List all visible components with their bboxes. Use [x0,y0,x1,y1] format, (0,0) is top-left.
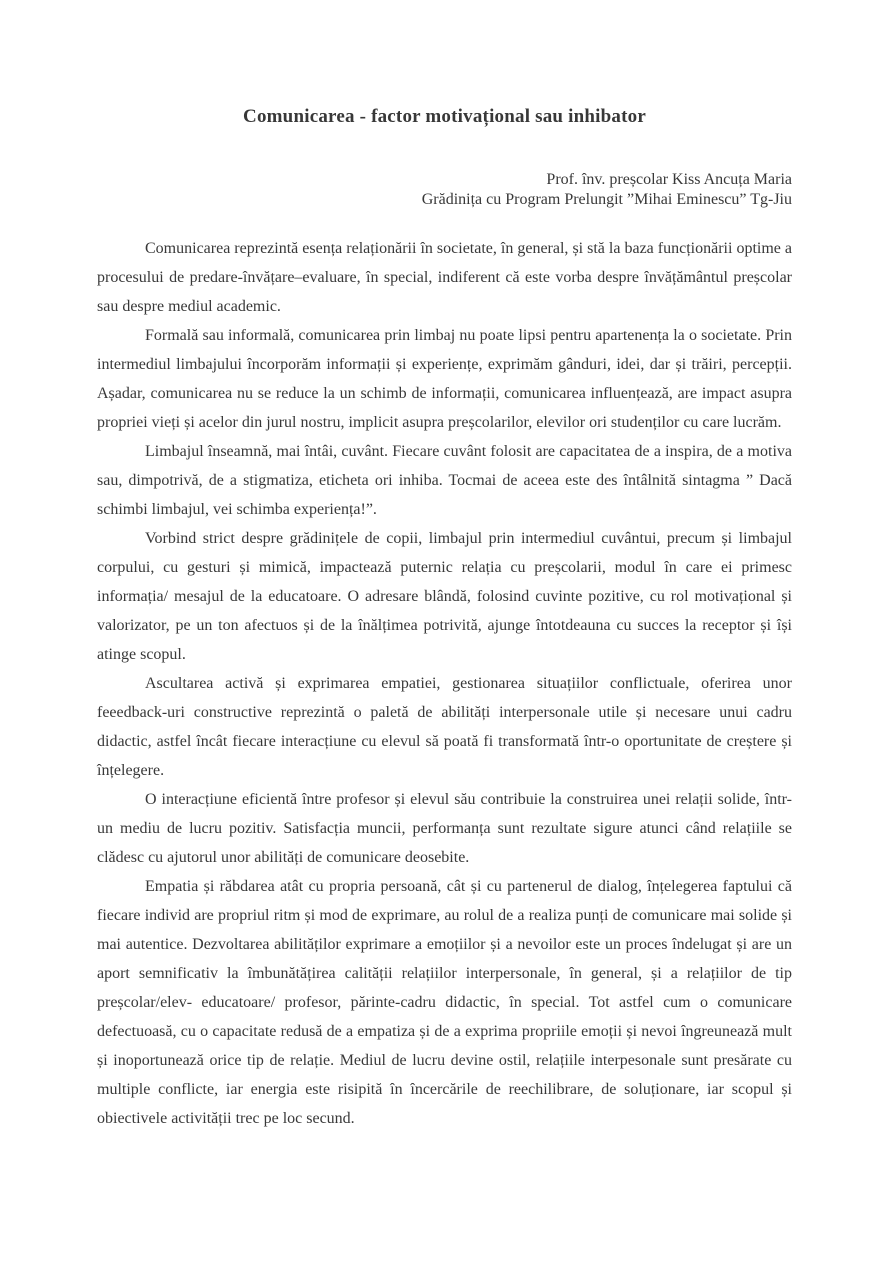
document-body [97,234,792,1133]
paragraph: Comunicarea reprezintă esența relaționării în societate, în general, și stă la baza funcționării optime a procesului de predare-învățare–evaluare, în special, indiferent că este vorba despre învățământul preșcolar sau despre mediul academic. [97,240,792,315]
paragraph: O interacțiune eficientă între profesor și elevul său contribuie la construirea unei relații solide, într-un mediu de lucru pozitiv. Satisfacția muncii, performanța sunt rezultate sigure atunci când relațiile se clădesc cu ajutorul unor abilități de comunicare deosebite. [97,791,792,866]
paragraph: Formală sau informală, comunicarea prin limbaj nu poate lipsi pentru apartenența la o societate. Prin intermediul limbajului încorporăm informații și experiențe, exprimăm gânduri, idei, dar și trăiri, percepții. Așadar, comunicarea nu se reduce la un schimb de informații, comunicarea influențează, are impact asupra propriei vieți și acelor din jurul nostru, implicit asupra preșcolarilor, elevilor ori studenților cu care lucrăm. [97,327,792,431]
author-line-institution: Grădinița cu Program Prelungit ”Mihai Eminescu” Tg-Jiu [421,191,792,208]
document-title: Comunicarea - factor motivațional sau inhibator [243,106,646,127]
author-line-name: Prof. înv. preșcolar Kiss Ancuța Maria [546,171,792,188]
paragraph: Limbajul înseamnă, mai întâi, cuvânt. Fiecare cuvânt folosit are capacitatea de a inspira, de a motiva sau, dimpotrivă, de a stigmatiza, eticheta ori inhiba. Tocmai de aceea este des întâlnită sintagma ” Dacă schimbi limbajul, vei schimba experiența!”. [97,443,792,518]
paragraph: Ascultarea activă și exprimarea empatiei, gestionarea situațiilor conflictuale, oferirea unor feeedback-uri constructive reprezintă o paletă de abilități interpersonale utile și necesare unui cadru didactic, astfel încât fiecare interacțiune cu elevul să poată fi transformată într-o oportunitate de creștere și înțelegere. [97,675,792,779]
paragraph: Empatia și răbdarea atât cu propria persoană, cât și cu partenerul de dialog, înțelegerea faptului că fiecare individ are propriul ritm și mod de exprimare, au rolul de a realiza punți de comunicare mai solide și mai autentice. Dezvoltarea abilităților exprimare a emoțiilor și a nevoilor este un proces îndelugat și are un aport semnificativ la îmbunătățirea calității relațiilor interpersonale, în general, și a relațiilor de tip preșcolar/elev- educatoare/ profesor, părinte-cadru didactic, în special. Tot astfel cum o comunicare defectuoasă, cu o capacitate redusă de a empatiza și de a exprima propriile emoții și nevoi îngreunează mult și inoportunează orice tip de relație. Mediul de lucru devine ostil, relațiile interpesonale sunt presărate cu multiple conflicte, iar energia este risipită în încercările de reechilibrare, de soluționare, iar scopul și obiectivele activității trec pe loc secund. [97,878,792,1127]
author-block [97,170,792,210]
paragraph: Vorbind strict despre grădinițele de copii, limbajul prin intermediul cuvântui, precum și limbajul corpului, cu gesturi și mimică, impactează puternic relația cu preșcolarii, modul în care ei primesc informația/ mesajul de la educatoare. O adresare blândă, folosind cuvinte pozitive, cu rol motivațional și valorizator, pe un ton afectuos și de la înălțimea potrivită, ajunge întotdeauna cu succes la receptor și își atinge scopul. [97,530,792,663]
